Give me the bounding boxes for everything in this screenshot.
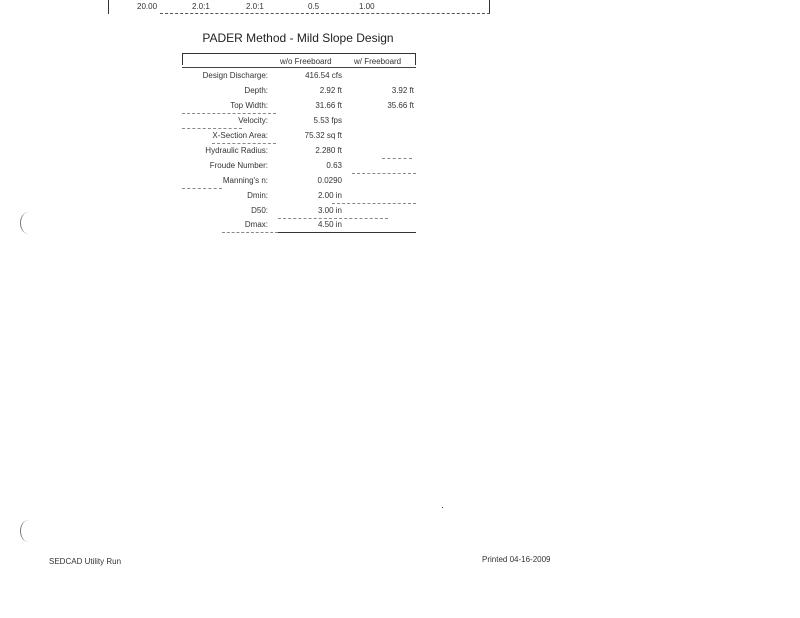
table-row xyxy=(182,69,416,84)
footer-program-name: SEDCAD Utility Run xyxy=(49,557,122,566)
table-row xyxy=(182,218,416,233)
row-label: Depth: xyxy=(244,86,268,95)
table-row xyxy=(182,204,416,219)
value-without-freeboard: 75.32 sq ft xyxy=(304,131,342,140)
footer-print-date: Printed 04-16-2009 xyxy=(482,555,551,564)
row-label: X-Section Area: xyxy=(212,131,268,140)
previous-table-row xyxy=(108,0,490,14)
row-label: Froude Number: xyxy=(209,161,268,170)
scan-speck xyxy=(442,507,443,508)
value-without-freeboard: 2.280 ft xyxy=(315,146,342,155)
value-without-freeboard: 4.50 in xyxy=(317,220,342,229)
value-without-freeboard: 3.00 in xyxy=(317,206,342,215)
binder-hole-mark xyxy=(20,212,37,234)
table-row xyxy=(182,189,416,204)
row-label: Manning's n: xyxy=(222,176,268,185)
row-label: Dmax: xyxy=(244,220,268,229)
table-bottom-rule xyxy=(278,232,416,233)
value-without-freeboard: 0.63 xyxy=(326,161,342,170)
value-without-freeboard: 416.54 cfs xyxy=(305,71,342,80)
table-right-rule xyxy=(415,53,416,65)
value-without-freeboard: 0.0290 xyxy=(317,176,342,185)
row-label: Dmin: xyxy=(247,191,268,200)
table-top-rule xyxy=(182,53,416,54)
row-dashed-rule xyxy=(222,232,278,233)
value-without-freeboard: 5.53 fps xyxy=(313,116,342,125)
column-header-with-freeboard: w/ Freeboard xyxy=(354,57,402,66)
row-underline xyxy=(160,13,490,14)
value-with-freeboard: 3.92 ft xyxy=(391,86,414,95)
pader-results-table xyxy=(182,53,416,233)
value-with-freeboard: 35.66 ft xyxy=(387,101,414,110)
row-label: Top Width: xyxy=(230,101,268,110)
value-without-freeboard: 2.00 in xyxy=(317,191,342,200)
table-row xyxy=(182,129,416,144)
table-row xyxy=(182,159,416,174)
prev-cell: 1.00 xyxy=(359,2,375,11)
row-border-right xyxy=(489,0,490,14)
row-label: Hydraulic Radius: xyxy=(205,146,268,155)
row-border-left xyxy=(108,0,109,14)
table-row xyxy=(182,144,416,159)
prev-cell: 2.0:1 xyxy=(246,2,264,11)
table-row xyxy=(182,99,416,114)
header-rule xyxy=(182,67,416,68)
table-row xyxy=(182,114,416,129)
binder-hole-mark xyxy=(20,520,37,542)
value-without-freeboard: 31.66 ft xyxy=(315,101,342,110)
table-title: PADER Method - Mild Slope Design xyxy=(202,31,394,45)
table-row xyxy=(182,174,416,189)
value-without-freeboard: 2.92 ft xyxy=(319,86,342,95)
prev-cell: 2.0:1 xyxy=(192,2,210,11)
prev-cell: 0.5 xyxy=(308,2,320,11)
row-label: Velocity: xyxy=(238,116,268,125)
table-left-rule xyxy=(182,53,183,65)
column-header-without-freeboard: w/o Freeboard xyxy=(280,57,332,66)
row-label: Design Discharge: xyxy=(202,71,268,80)
table-row xyxy=(182,84,416,99)
row-label: D50: xyxy=(251,206,268,215)
prev-cell: 20.00 xyxy=(137,2,158,11)
